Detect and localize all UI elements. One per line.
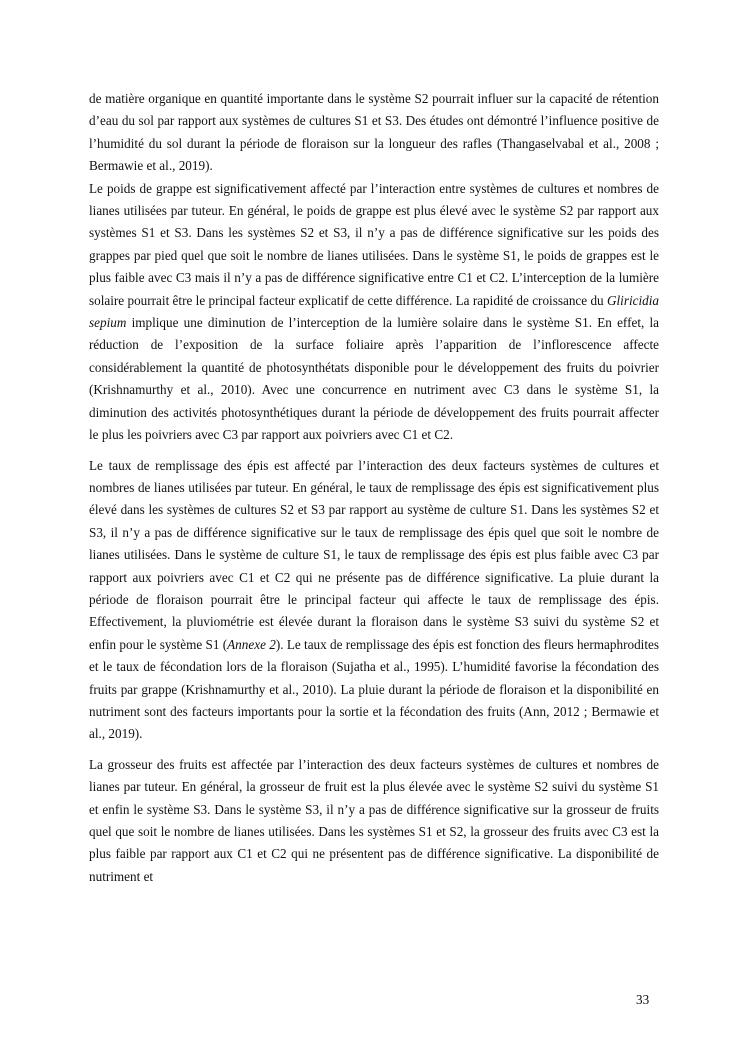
paragraph-text: implique une diminution de l’interception de la lumière solaire dans le système S1. En effet, la réduction de l’exposition de la surface foliaire après l’apparition de l’inflorescence affecte considérablement la quantité de photosynthétats disponible pour le développement des fruits du poivrier (Krishnamurthy et al., 2010). Avec une concurrence en nutriment avec C3 dans le système S1, la diminution des activités photosynthétiques durant la période de développement des fruits pourrait affecter le plus les poivriers avec C3 par rapport aux poivriers avec C1 et C2. [89, 315, 659, 443]
paragraph-text: de matière organique en quantité importante dans le système S2 pourrait influer sur la capacité de rétention d’eau du sol par rapport aux systèmes de cultures S1 et S3. Des études ont démontré l’influence positive de l’humidité du sol durant la période de floraison sur la longueur des rafles (Thangaselvabal et al., 2008 ; Bermawie et al., 2019). [89, 91, 659, 174]
paragraph-continuation [89, 88, 659, 178]
paragraph-grosseur-des-fruits [89, 754, 659, 888]
paragraph-poids-de-grappe [89, 178, 659, 447]
paragraph-text: ). Le taux de remplissage des épis est fonction des fleurs hermaphrodites et le taux de fécondation lors de la floraison (Sujatha et al., 1995). L’humidité favorise la fécondation des fruits par grappe (Krishnamurthy et al., 2010). La pluie durant la période de floraison et la disponibilité en nutriment sont des facteurs importants pour la sortie et la fécondation des fruits (Ann, 2012 ; Bermawie et al., 2019). [89, 636, 659, 742]
paragraph-text: Le taux de remplissage des épis est affecté par l’interaction des deux facteurs systèmes de cultures et nombres de lianes utilisées par tuteur. En général, le taux de remplissage des épis est significativement plus élevé dans les systèmes de cultures S2 et S3 par rapport au système de culture S1. Dans les systèmes S2 et S3, il n’y a pas de différence significative sur le taux de remplissage des épis quel que soit le nombre de lianes utilisées. Dans le système de culture S1, le taux de remplissage des épis est plus faible avec C3 par rapport aux poivriers avec C1 et C2 qui ne présente pas de différence significative. La pluie durant la période de floraison pourrait être le principal facteur qui affecte le taux de remplissage des épis. Effectivement, la pluviométrie est élevée durant la floraison dans le système S3 suivi du système S2 et enfin pour le système S1 ( [89, 457, 659, 652]
page-number: 33 [636, 992, 650, 1007]
paragraph-text: La grosseur des fruits est affectée par l’interaction des deux facteurs systèmes de cultures et nombres de lianes par tuteur. En général, la grosseur de fruit est la plus élevée avec le système S2 suivi du système S1 et enfin le système S3. Dans le système S3, il n’y a pas de différence significative sur la grosseur de fruits quel que soit le nombre de lianes utilisées. Dans les systèmes S1 et S2, la grosseur des fruits avec C3 est la plus faible par rapport aux C1 et C2 qui ne présentent pas de différence significative. La disponibilité de nutriment et [89, 756, 659, 884]
paragraph-text: Le poids de grappe est significativement affecté par l’interaction entre systèmes de cultures et nombres de lianes utilisées par tuteur. En général, le poids de grappe est plus élevé avec le système S2 par rapport aux systèmes S1 et S3. Dans les systèmes S2 et S3, il n’y a pas de différence significative sur les poids des grappes par pied quel que soit le nombre de lianes utilisées. Dans le système S1, le poids de grappes est le plus faible avec C3 mais il n’y a pas de différence significative entre C1 et C2. L’interception de la lumière solaire pourrait être le principal facteur explicatif de cette différence. La rapidité de croissance du [89, 180, 659, 308]
species-name-italic: Gliricidia sepium [89, 292, 659, 331]
paragraph-taux-de-remplissage [89, 455, 659, 746]
page-body [89, 88, 659, 888]
annex-reference-italic: Annexe 2 [227, 636, 276, 652]
